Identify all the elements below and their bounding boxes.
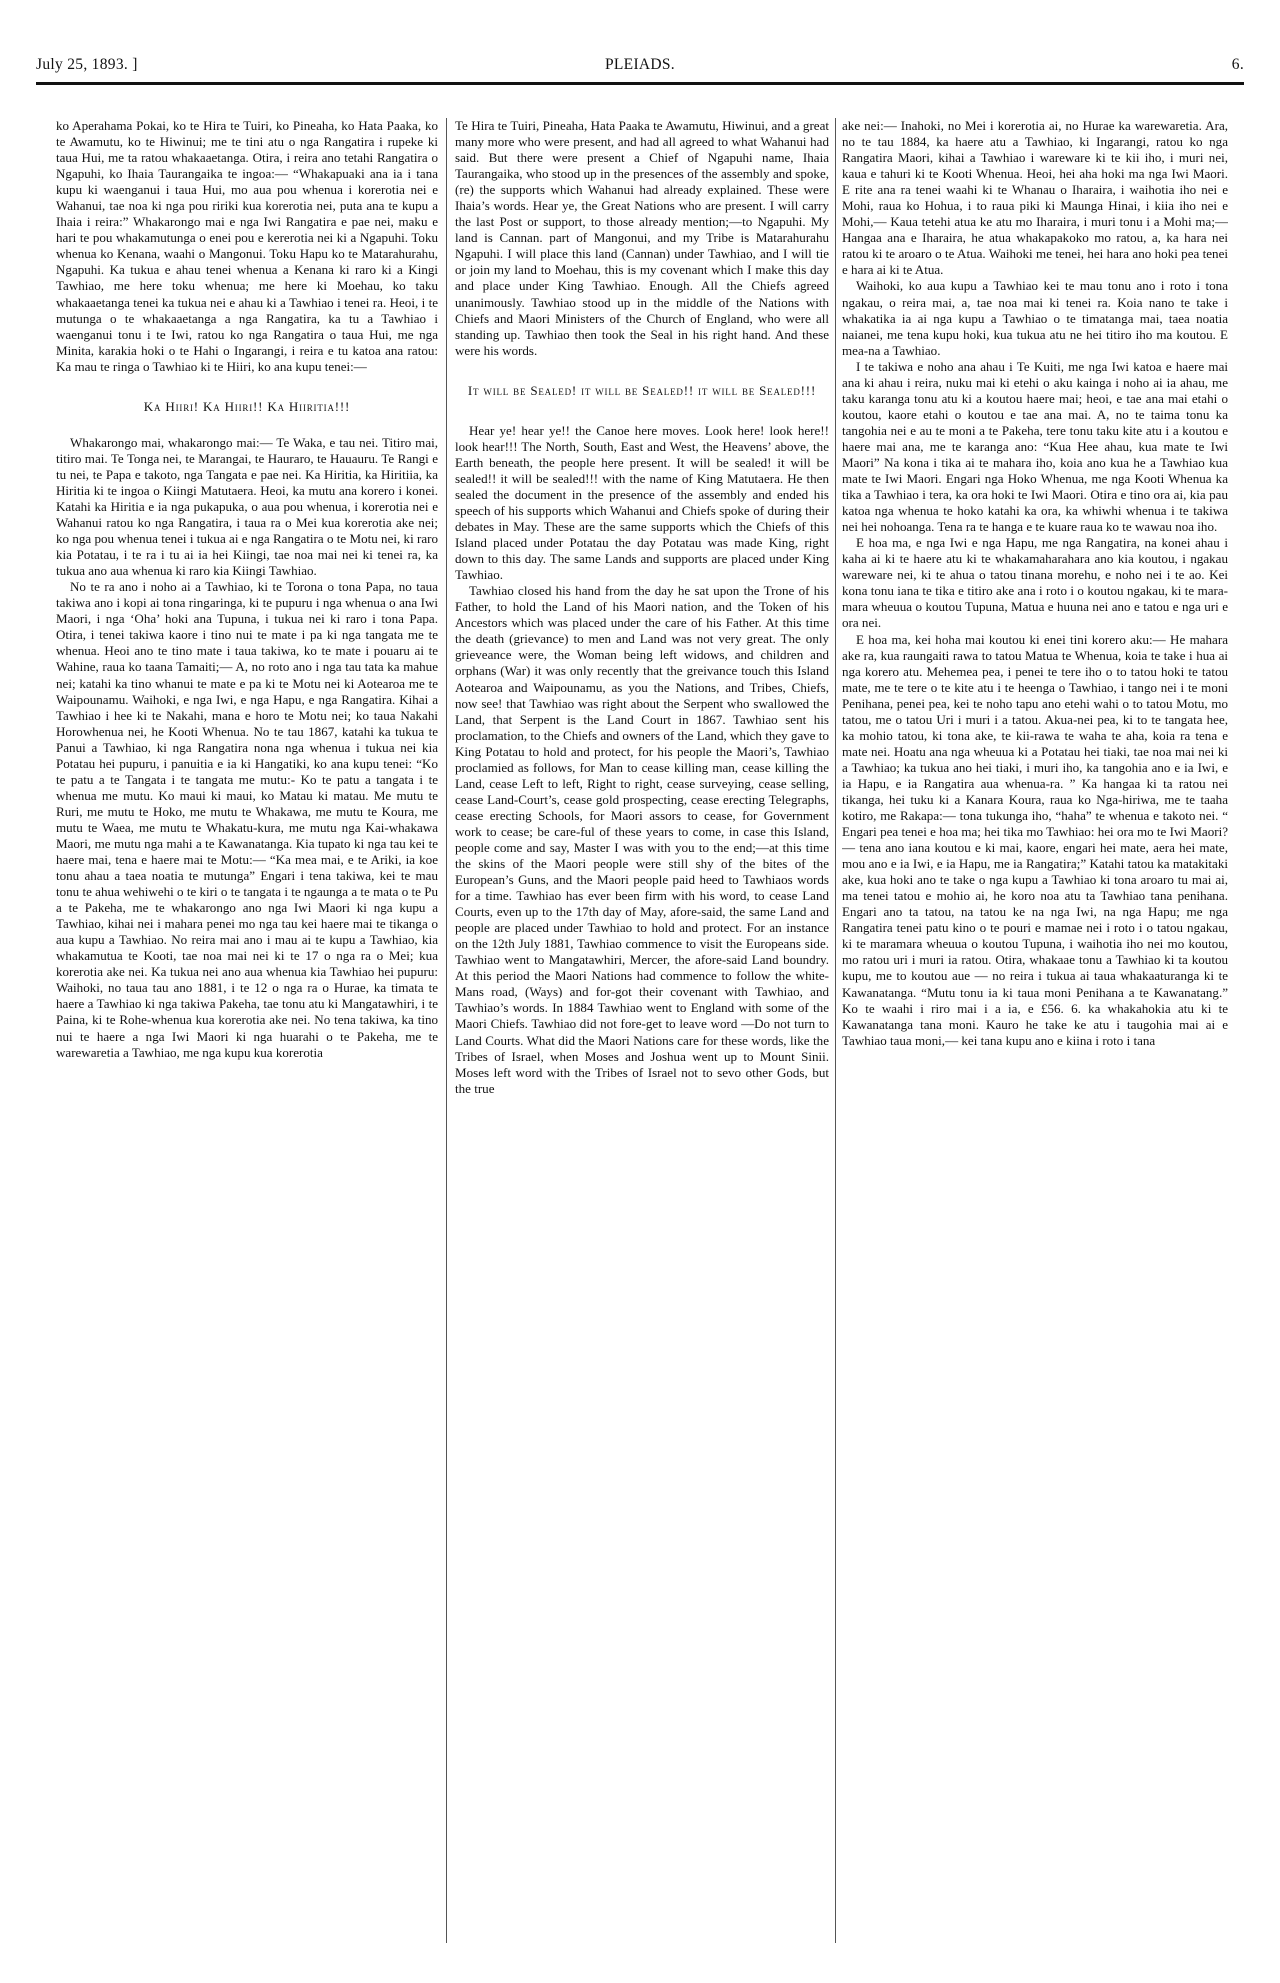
column-paragraph: Hear ye! hear ye!! the Canoe here moves. Look here! look here!! look hear!!! The North, South, East and West, the Heavens’ above, the Earth beneath, the people here present. It will be sealed! it will be sealed!! it will be sealed!!! with the name of King Matutaera. He then sealed the document in the presence of the assembly and ended his speech of his supports which Wahanui and Chiefs spoke of during their debates in May. These are the same supports which the Chiefs of this Island placed under Potatau the day Potatau was made King, right down to this day. The same Lands and supports are placed under King Tawhiao. [455, 422, 829, 583]
sealing-proclamation: Ka Hiiri! Ka Hiiri!! Ka Hiiritia!!! [143, 398, 351, 414]
column-paragraph: Tawhiao closed his hand from the day he sat upon the Trone of his Father, to hold the Land of his Maori nation, and the Token of his Ancestors which was placed under the care of his Father. At this time the death (grievance) to men and Land was not very great. The only grieveance were, the Woman being left widows, and children and orphans (War) it was only recently that the greivance touch this Island Aotearoa and Waipounamu, as you the Nations, and Tribes, Chiefs, now see! that Tawhiao was right about the Serpent who swallowed the Land, that Serpent is the Land Court in 1867. Tawhiao sent his proclamation, to the Chiefs and owners of the Land, which they gave to King Potatau to hold and protect, for his people the Maori’s, Tawhiao proclamied as follows, for Man to cease killing man, cease killing the Land, cease Left to left, Right to right, cease surveying, cease selling, cease Land-Court’s, cease gold prospecting, cease erecting Telegraphs, cease erecting Schools, for Maori assors to cease, for Government work to cease; be care-ful of these years to come, in case this Island, people come and say, Master I was with you to the end;—at this time the skins of the Maori people were still shy of the bites of the European’s Guns, and the Maori people paid heed to Tawhiaos words for a time. Tawhiao has ever been firm with his word, to cease Land Courts, even up to the 17th day of May, afore-said, the same Land and people are placed under Tawhiao to hold and protect. For an instance on the 12th July 1881, Tawhiao commence to visit the Europeans side. Tawhiao went to Mangatawhiri, Mercer, the afore-said Land boundry. At this period the Maori Nations had commence to follow the white-Mans road, (Ways) and for-got their covenant with Tawhiao, and Tawhiao’s words. In 1884 Tawhiao went to England with some of the Maori Chiefs. Tawhiao did not fore-get to leave word —Do not turn to Land Courts. What did the Maori Nations care for these words, like the Tribes of Israel, when Moses and Joshua went up to Mount Sinii. Moses left word with the Tribes of Israel not to sevo other Gods, but the true [455, 583, 829, 1096]
page-number: 6. [1231, 56, 1244, 73]
column-divider-right [835, 118, 836, 1943]
column-paragraph: E hoa ma, e nga Iwi e nga Hapu, me nga Rangatira, na konei ahau i kaha ai ki te haere atu ki te whakamaharahara ano kia koutou, i ngakau wareware nei, ki te ahua o tatou tinana morehu, e noho nei i te ao. Kei kona tonu iana te tika e titiro ake ana i roto i o koutou ngakau, ki te mara-mara wheuua o koutou Tupuna, Matua e huuna nei ano e tatou e nga uri e ora nei. [842, 535, 1228, 631]
column-left-maori [56, 118, 438, 1948]
column-middle-english [455, 118, 829, 1948]
column-divider-left [446, 118, 447, 1943]
column-paragraph: E hoa ma, kei hoha mai koutou ki enei tini korero aku:— He mahara ake ra, kua raungaiti rawa to tatou Matua te Whenua, koia te take i hua ai nga korero atu. Mehemea pea, i penei te tere iho o to tatou hoki te tatou mate, me te tere o te kite atu i te heenga o Tawhiao, i tango nei i te moni Penihana, penei pea, kei te noho tapu ano etehi wahi o to tatou Motu, mo tatou, me o tatou Uri i muri i a tatou. Akua-nei pea, ki to te tangata hee, ka mohio tatou, ki tona ake, te kii-rawa te waha te aha, koia ra tena e mate nei. Hoatu ana nga wheuua ki a Potatau hei tiaki, tae noa mai nei ki a Tawhiao; ka tukua ano hei tiaki, i muri iho, ka tangohia ano e ia Iwi, e ia Hapu, e ia Rangatira aua whenua-ra. ” Ka hangaa ki ta ratou nei tikanga, hei tuku ki a Kanara Koura, raua ko Nga-hiriwa, me te taaha kotiro, me Rakapa:— tona tukunga iho, “haha” te whenua e takoto nei. “ Engari pea tenei e hoa ma; hei tika mo Tawhiao: hei ora mo te Iwi Maori?— tena ano iana koutou e ki mai, kaore, engari hei mate, aera hei mate, mou ano e ia Iwi, e ia Hapu, me ia Rangatira;” Katahi tatou ka matakitaki ake, kua hoki ano te take o nga kupu a Tawhiao ki tona aroaro tu mai ai, ma tenei tatou e mohio ai, he koro noa atu ta Tawhiao tana penihana. Engari ano ta tatou, na tatou ke na nga Iwi, na nga Hapu; me nga Rangatira tenei patu kino o te pouri e mamae nei i roto i o tatou ngakau, ki te maramara wheuua o koutou Tupuna, i waihotia iho nei mo koutou, mo ratou uri i muri ia ratou. Otira, whakaae tonu a Tawhiao ki ta koutou kupu, me to koutou aue — no reira i tukua ai taua whakaaturanga ki te Kawanatanga. “Mutu tonu ia ki taua moni Penihana a te Kawanatang.” Ko te waahi i riro mai i a ia, e £56. 6. ka whakahokia atu ki te Kawanatanga tana moni. Kauro he take ke atu i taugohia mai ai e Tawhiao taua moni,— kei tana kupu ano e kiina i roto i tana [842, 631, 1228, 1048]
issue-date: July 25, 1893. ] [36, 56, 138, 73]
column-paragraph: Waihoki, ko aua kupu a Tawhiao kei te mau tonu ano i roto i tona ngakau, o reira mai, a, tae noa mai ki tenei ra. Koia nano te take i whakatika ia ai nga kupu a Tawhiao o te timatanga mai, taea noatia naianei, me tena kupu hoki, kua tukua atu ne hei titiro iho ma koutou. E mea-na a Tawhiao. [842, 278, 1228, 358]
column-paragraph: Whakarongo mai, whakarongo mai:— Te Waka, e tau nei. Titiro mai, titiro mai. Te Tonga nei, te Marangai, te Hauraro, te Hauauru. Te Rangi e tu nei, te Papa e takoto, nga Tangata e pae nei. Ka Hiritia, ka Hiritiia, ka Hiritia ki te ingoa o Kiingi Matutaera. Heoi, ka mutu ana korero i konei. Katahi ka Hiritia e ia nga pukapuka, o aua pou whenua, i korerotia nei e Wahanui ratou ko nga Rangatira, i taua ra o Mei kua korerotia ake nei; ko nga pou whenua tenei i tukua ai e nga Rangatira o te Motu nei, ki raro kia Potatau, i te ra i tu ai ia hei Kiingi, tae noa mai nei ki tenei ra, ka tukua ano aua whenua ki raro kia Kiingi Tawhiao. [56, 434, 438, 579]
column-paragraph: ko Aperahama Pokai, ko te Hira te Tuiri, ko Pineaha, ko Hata Paaka, ko te Awamutu, ko te Hiwinui; me te tini atu o nga Rangatira i rupeke ki taua Hui, me ta ratou whakaaetanga. Otira, i reira ano tetahi Rangatira o Ngapuhi, ko Ihaia Taurangaika te ingoa:— “Whakapuaki ana ia i tana kupu ki waenganui i taua Hui, mo aua pou whenua i korerotia nei e Wahanui, tae noa ki nga pou ririki kua korerotia nei, puta ana te kupu a Ihaia i reira:” Whakarongo mai e nga Iwi Rangatira e pae nei, maku e hari te pou whakamutunga o enei pou e kererotia nei ki a Ngapuhi. Toku whenua ko Kenana, waahi o Mangonui. Toku Hapu ko te Matarahurahu, Ngapuhi. Ka tukua e ahau tenei whenua a Kenana ki raro ki a Kingi Tawhiao, me here toku whenua; me here ki Moehau, ko taku whakaaetanga tenei ka tukua nei e ahau ki a Tawhiao i tenei ra. Heoi, i te mutunga o te whakaaetanga a nga Rangatira, ka tu a Tawhiao i waenganui tonu i te Iwi, ratou ko nga Rangatira o taua Hui, me nga Minita, karakia hoki o te Hahi o Ingarangi, i reira e tu katoa ana ratou: Ka mau te ringa o Tawhiao ki te Hiiri, ko ana kupu tenei:— [56, 118, 438, 374]
column-paragraph: No te ra ano i noho ai a Tawhiao, ki te Torona o tona Papa, no taua takiwa ano i kopi ai tona ringaringa, ki te pupuru i nga whenua o ana Iwi Maori, i nga ‘Oha’ hoki ana Tupuna, i tukua nei ki raro i tona Papa. Otira, i tenei takiwa kaore i tino nui te mate i pa ki nga tangata me te whenua. Heoi ano te tino mate i taua takiwa, ko te mate i pouaru ai te Wahine, raua ko taana Tamaiti;— A, no roto ano i nga tau tata ka mahue nei; katahi ka tino whanui te mate e pa ki te Motu nei ki Aotearoa me te Waipounamu. Waihoki, e nga Iwi, e nga Hapu, e nga Rangatira. Kihai a Tawhiao i hee ki te Nakahi, mana e horo te Motu nei; ko taua Nakahi Horowhenua nei, he Kooti Whenua. No te tau 1867, katahi ka tukua te Panui a Tawhiao, ki nga Rangatira nona nga whenua i tukua nei kia Potatau hei pupuru, i panuitia e ia ki Hangatiki, ko ana kupu tenei: “Ko te patu a te Tangata i te tangata me mutu:- Ko te patu a tangata i te whenua me mutu. Ko maui ki maui, ko Matau ki matau. Me mutu te Ruri, me mutu te Hoko, me mutu te Whakawa, me mutu te Koura, me mutu te Waea, me mutu te Whakatu-kura, me mutu nga Kai-whakawa Maori, me mutu nga mahi a te Kawanatanga. Kia tupato ki nga tau kei te haere mai, tena e haere mai te Motu:— “Ka mea mai, e te Ariki, ia koe tonu ahau a taea noatia te mutunga” Engari i tena takiwa, kei te mau tonu te ahua wehiwehi o te kiri o te tangata i te ngaunga a te mata o te Pu a te Pakeha, me te whakarongo ano nga Iwi Maori ki nga kupu a Tawhiao, kihai nei i mahara penei mo nga tau kei haere mai te tikanga o aua kupu a Tawhiao. No reira mai ano i mau ai te kupu a Tawhiao, kia whakamutua te Kooti, tae noa mai nei ki te 17 o nga ra o Mei; kua korerotia ake nei. Ka tukua nei ano aua whenua kia Tawhiao hei pupuru: Waihoki, no taua tau ano 1881, i te 12 o nga ra o Hurae, ka timata te haere a Tawhiao ki nga takiwa Pakeha, tae tonu atu ki Mangatawhiri, i te Paina, ki te Rohe-whenua kua korerotia ake nei. No tena takiwa, ka tino nui te haere a nga Iwi Maori ki nga huarahi o te Pakeha, me te warewaretia a Tawhiao, me nga kupu kua korerotia [56, 579, 438, 1060]
column-paragraph: Te Hira te Tuiri, Pineaha, Hata Paaka te Awamutu, Hiwinui, and a great many more who were present, and had all agreed to what Wahanui had said. But there were present a Chief of Ngapuhi name, Ihaia Taurangaika, who stood up in the presences of the assembly and spoke, (re) the supports which Wahanui had already explained. These were Ihaia’s words. Hear ye, the Great Nations who are present. I will carry the last Post or support, to those already mention;—to Ngapuhi. My land is Cannan. part of Mangonui, and my Tribe is Matarahurahu Ngapuhi. I will place this land (Cannan) under Tawhiao, and I will tie or join my land to Moehau, this is my covenant which I make this day and place under King Tawhiao. Enough. All the Chiefs agreed unanimously. Tawhiao stood up in the middle of the Nations with Chiefs and Maori Ministers of the Church of England, who were all standing up. Tawhiao then took the Seal in his right hand. And these were his words. [455, 118, 829, 358]
publication-title: PLEIADS. [604, 56, 675, 73]
column-right-maori [842, 118, 1228, 1948]
sealing-proclamation: It will be Sealed! it will be Sealed!! it will be Sealed!!! [467, 382, 817, 398]
column-paragraph: I te takiwa e noho ana ahau i Te Kuiti, me nga Iwi katoa e haere mai ana ki ahau i reira, nuku mai ki etehi o aku kainga i noho ai ia ahau, me taku karanga tonu atu ki a koutou haere mai; heoi, e tae ana mai etahi o koutou, kaore etahi o koutou e tae ana mai. A, no te taima tonu ka tangohia nei e au te moni a te Pakeha, tere tonu taku kite atu i a koutou e haere mai ana, me te karanga ano: “Kua Hee ahau, kua mate te Iwi Maori” Na kona i tika ai te mahara iho, koia ano kua he a Tawhiao kua mate te Iwi Maori. Engari nga Hoko Whenua, me nga Kooti Whenua ka tika a Tawhiao i tera, ka ora hoki te Iwi Maori. Otira e tino ora ai, kia pau katoa nga whenua te hoko katahi ka ora, ka whiwhi whenua i te takiwa nei hei nohoanga. Tena ra te hanga e te kuare raua ko te wawau noa iho. [842, 358, 1228, 535]
column-paragraph: ake nei:— Inahoki, no Mei i korerotia ai, no Hurae ka warewaretia. Ara, no te tau 1884, ka haere atu a Tawhiao, ki Ingarangi, ratou ko nga Rangatira Maori, kihai a Tawhiao i wareware ki te kii iho, i muri nei, kaua e tahuri ki te Kooti Whenua. Heoi, hei aha hoki ma nga Iwi Maori. E rite ana ra tenei waahi ki te Whanau o Iharaira, i waihotia iho nei e Mohi, raua ko Hohua, i to raua piki ki Maunga Hinai, i kiia iho nei e Mohi,— Kaua tetehi atua ke atu mo Iharaira, i muri tonu i a Mohi ma;— Hangaa ana e Iharaira, he atua whakapakoko mo ratou, a, ka hara nei ratou ki te aroaro o te Atua. Waihoki me tenei, hei hara ano hoki pea tenei e hara ai ki te Atua. [842, 118, 1228, 278]
masthead-rule [36, 82, 1244, 85]
masthead [36, 50, 1244, 90]
